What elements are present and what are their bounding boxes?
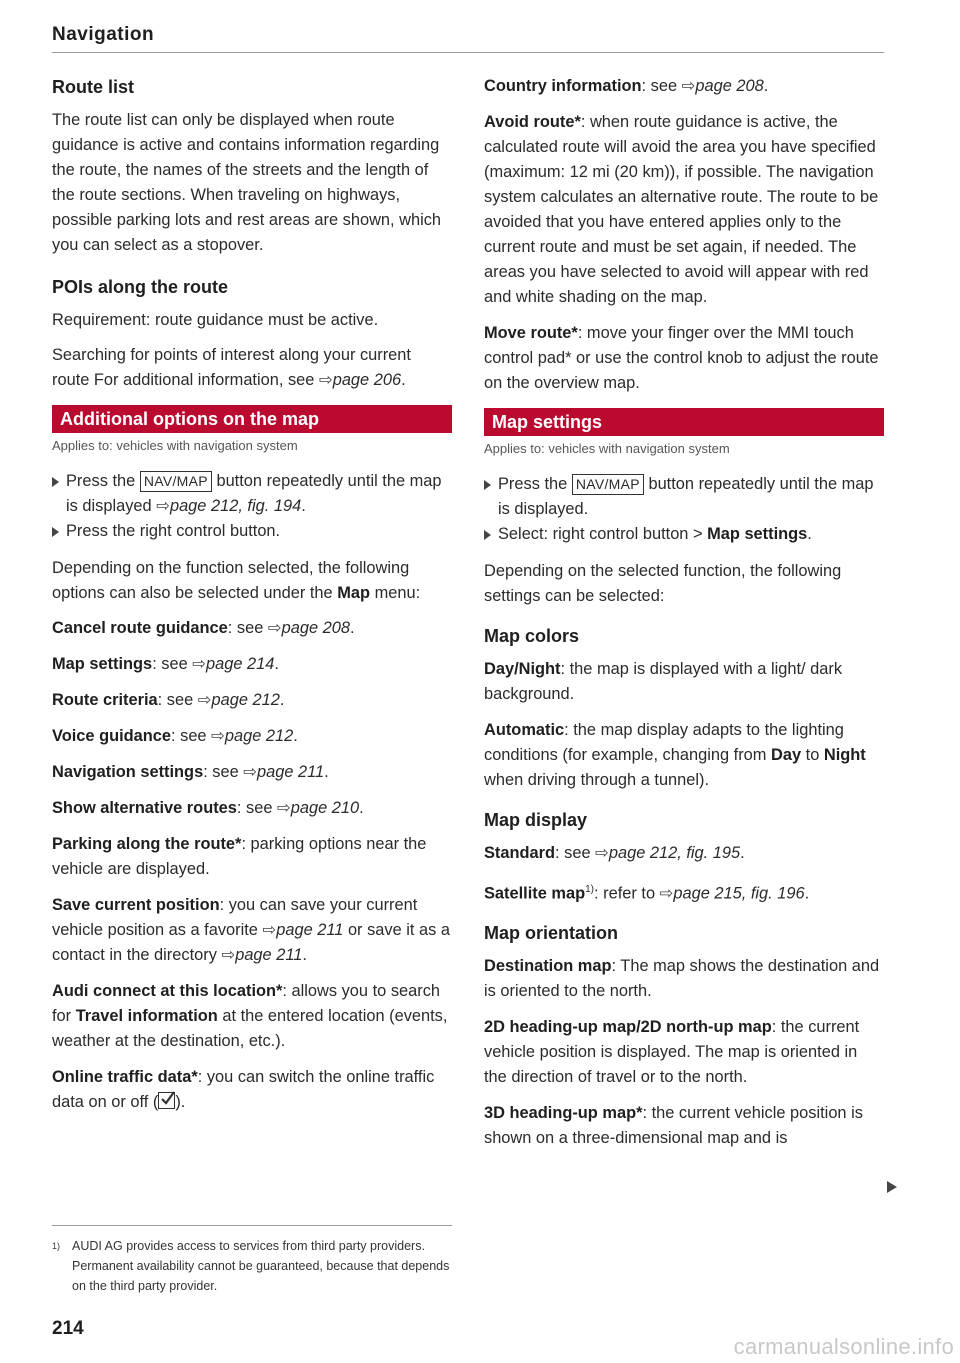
route-list-heading: Route list [52,77,135,97]
pois-requirement: Requirement: route guidance must be active. [52,311,379,329]
step-2: Press the right control button. [52,519,452,544]
nav-map-key: NAV/MAP [140,471,212,492]
instruction-steps [52,469,452,544]
arrow-right-icon: ⇨ [262,921,277,939]
map-colors-heading: Map colors [484,626,580,646]
footnote-rule [52,1225,452,1226]
applies-to-note: Applies to: vehicles with navigation system [484,441,730,456]
map-menu-option: Cancel route guidance: see ⇨page 208. [52,619,355,637]
country-info-option: Country information: see ⇨page 208. [484,77,769,95]
chapter-title: Navigation [52,24,155,45]
option-list [52,616,452,821]
step-2: Select: right control button > Map settings. [484,522,884,547]
page-ref-link[interactable]: ⇨page 211 [221,946,303,964]
save-position-option: Save current position: you can save your current vehicle position as a favorite ⇨page 211 or save it as a contact in the directory ⇨page 211. [52,896,450,964]
standard-option: Standard: see ⇨page 212, fig. 195. [484,844,745,862]
page-header [52,24,884,53]
audi-connect-option: Audi connect at this location*: allows you to search for Travel information at the entered location (events, weather at the destination, etc.). [52,982,448,1050]
map-menu-option: Map settings: see ⇨page 214. [52,655,279,673]
left-column [52,74,452,1126]
watermark: carmanualsonline.info [733,1334,954,1359]
map-display-heading: Map display [484,810,588,830]
destination-map-option: Destination map: The map shows the destination and is oriented to the north. [484,957,880,1001]
settings-intro: Depending on the selected function, the following settings can be selected: [484,562,842,605]
bullet-triangle-icon [484,530,491,540]
map-menu-option: Navigation settings: see ⇨page 211. [52,763,329,781]
arrow-right-icon: ⇨ [595,844,609,862]
3d-map-option: 3D heading-up map*: the current vehicle position is shown on a three-dimensional map and is [484,1104,863,1148]
move-route-option: Move route*: move your finger over the MMI touch control pad* or use the control knob to adjust the route on the overview map. [484,324,879,392]
parking-option: Parking along the route*: parking options near the vehicle are displayed. [52,835,427,878]
page-ref-link[interactable]: ⇨page 210 [277,799,360,817]
arrow-right-icon: ⇨ [318,371,333,389]
page-ref-link[interactable]: ⇨page 212 [211,727,294,745]
page-ref-link[interactable]: ⇨page 208 [267,619,350,637]
satellite-option: Satellite map$^{1)}$: refer to ⇨page 215, fig. 196. [484,884,810,903]
page-ref-link[interactable]: ⇨page 212 [197,691,280,709]
header-rule [52,52,884,53]
route-list-text: The route list can only be displayed when route guidance is active and contains information regarding the route, the names of the streets and the length of the route sections. When traveling on highways, possible parking lots and rest areas are shown, which you can select as a stopover. [52,111,442,254]
page-ref-link[interactable]: ⇨page 211 [262,921,344,939]
applies-to-note: Applies to: vehicles with navigation system [52,438,298,453]
arrow-right-icon: ⇨ [156,497,170,515]
additional-options-bar: Additional options on the map [52,405,452,433]
step-1: Press the NAV/MAP button repeatedly until the map is displayed. [484,472,884,522]
options-intro: Depending on the function selected, the following options can also be selected under the Map menu: [52,559,421,602]
avoid-route-option: Avoid route*: when route guidance is active, the calculated route will avoid the area you have specified (maximum: 12 mi (20 km)), if possible. The navigation system calculates an alternative route. The route to be avoided that you have entered applies only to the current route and must be set again, if needed. The areas you have selected to avoid will appear with red and white shading on the map. [484,113,879,306]
right-column [484,74,884,1162]
bullet-triangle-icon [52,527,59,537]
step-1: Press the NAV/MAP button repeatedly until the map is displayed ⇨page 212, fig. 194. [52,469,452,519]
checkbox-checked-icon [158,1092,175,1109]
bullet-triangle-icon [52,477,59,487]
page-ref-link[interactable]: ⇨page 211 [243,763,325,781]
automatic-option: Automatic: the map display adapts to the lighting conditions (for example, changing from Day to Night when driving through a tunnel). [484,721,866,789]
pois-text: Searching for points of interest along your current route For additional information, see ⇨page 206. [52,346,411,389]
arrow-right-icon: ⇨ [221,946,236,964]
arrow-right-icon: ⇨ [192,655,207,673]
nav-map-key: NAV/MAP [572,474,644,495]
map-settings-bar: Map settings [484,408,884,436]
arrow-right-icon: ⇨ [211,727,225,745]
page-number: 214 [52,1318,84,1339]
day-night-option: Day/Night: the map is displayed with a light/ dark background. [484,660,843,703]
footnote: 1) AUDI AG provides access to services from third party providers. Permanent availability cannot be guaranteed, because that depends on the third party provider. [52,1239,450,1293]
page-ref-link[interactable]: ⇨page 215, fig. 196 [659,884,805,903]
map-orientation-heading: Map orientation [484,923,618,944]
arrow-right-icon: ⇨ [243,763,258,781]
arrow-right-icon: ⇨ [681,77,696,95]
traffic-data-option: Online traffic data*: you can switch the online traffic data on or off ( ). [52,1068,435,1111]
arrow-right-icon: ⇨ [197,691,212,709]
arrow-right-icon: ⇨ [267,619,282,637]
pois-heading: POIs along the route [52,277,229,297]
map-menu-option: Show alternative routes: see ⇨page 210. [52,799,364,817]
page-ref-link[interactable]: ⇨page 208 [681,77,764,95]
map-menu-option: Voice guidance: see ⇨page 212. [52,727,298,745]
arrow-right-icon: ⇨ [277,799,291,817]
map-menu-option: Route criteria: see ⇨page 212. [52,691,285,709]
instruction-steps [484,472,884,547]
footnote-area [52,1225,452,1296]
arrow-right-icon: ⇨ [659,884,674,903]
page-ref-link[interactable]: ⇨page 212, fig. 194 [156,497,302,515]
page-ref-link[interactable]: ⇨page 214 [192,655,275,673]
bullet-triangle-icon [484,480,491,490]
2d-map-option: 2D heading-up map/2D north-up map: the current vehicle position is displayed. The map is oriented in the direction of travel or to the north. [484,1018,860,1087]
page-ref-link[interactable]: ⇨page 212, fig. 195 [595,844,741,862]
page-ref-link[interactable]: ⇨page 206 [318,371,402,389]
continue-arrow-icon [887,1181,897,1193]
